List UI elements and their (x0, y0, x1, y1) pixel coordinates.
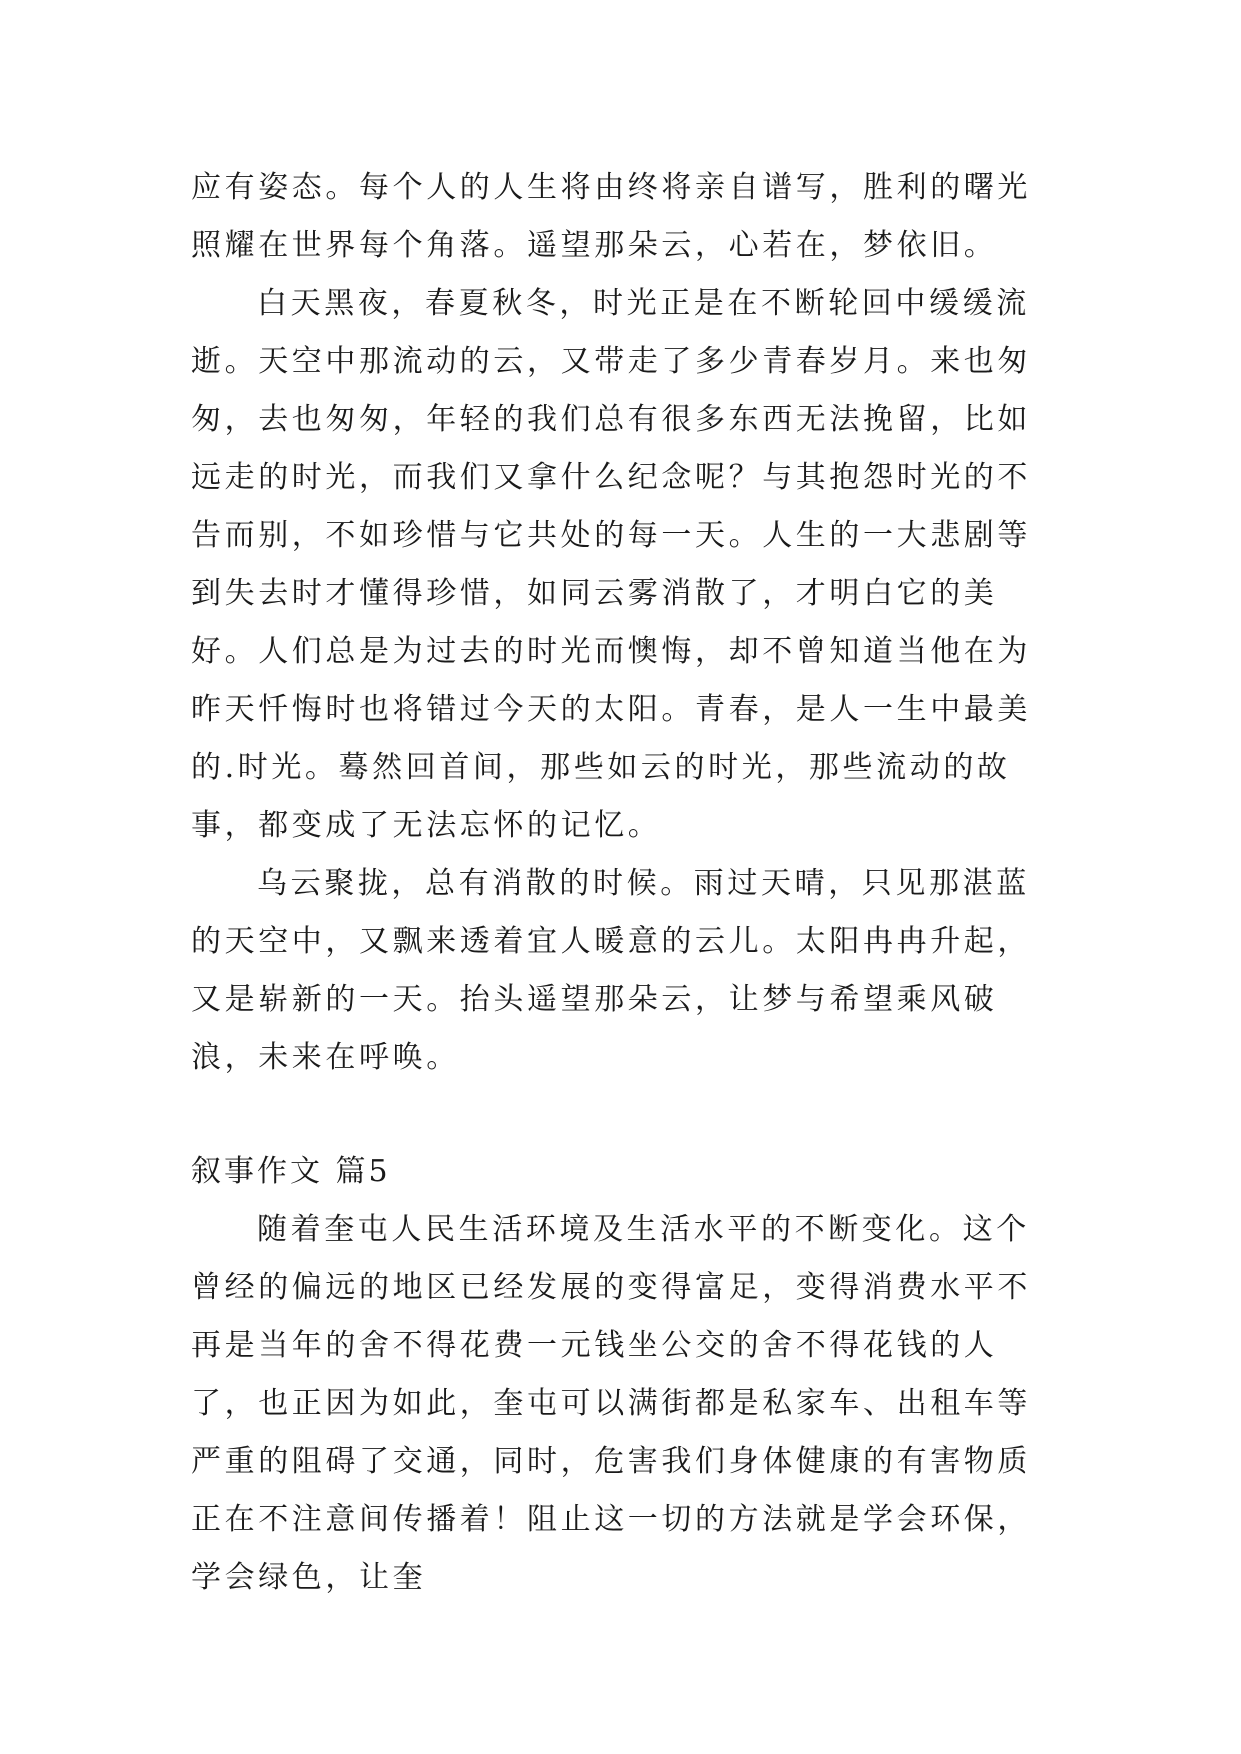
section-heading: 叙事作文 篇5 (191, 1154, 391, 1189)
text-block-top (191, 159, 1061, 1087)
paragraph-clouds-dispersing: 乌云聚拢，总有消散的时候。雨过天晴，只见那湛蓝的天空中，又飘来透着宜人暖意的云儿。太阳冉冉升起，又是崭新的一天。抬头遥望那朵云，让梦与希望乘风破浪，未来在呼唤。 (191, 866, 1031, 1075)
paragraph-time-passing: 白天黑夜，春夏秋冬，时光正是在不断轮回中缓缓流逝。天空中那流动的云，又带走了多少青春岁月。来也匆匆，去也匆匆，年轻的我们总有很多东西无法挽留，比如远走的时光，而我们又拿什么纪念呢？与其抱怨时光的不告而别，不如珍惜与它共处的每一天。人生的一大悲剧等到失去时才懂得珍惜，如同云雾消散了，才明白它的美好。人们总是为过去的时光而懊悔，却不曾知道当他在为昨天忏悔时也将错过今天的太阳。青春，是人一生中最美的.时光。蓦然回首间，那些如云的时光，那些流动的故事，都变成了无法忘怀的记忆。 (191, 286, 1031, 843)
paragraph-kuitun-environment: 随着奎屯人民生活环境及生活水平的不断变化。这个曾经的偏远的地区已经发展的变得富足，变得消费水平不再是当年的舍不得花费一元钱坐公交的舍不得花钱的人了，也正因为如此，奎屯可以满街都是私家车、出租车等严重的阻碍了交通，同时，危害我们身体健康的有害物质正在不注意间传播着！阻止这一切的方法就是学会环保，学会绿色，让奎 (191, 1212, 1031, 1595)
paragraph-continuation: 应有姿态。每个人的人生将由终将亲自谱写，胜利的曙光照耀在世界每个角落。遥望那朵云，心若在，梦依旧。 (191, 170, 1031, 263)
text-block-bottom (191, 1201, 1061, 1607)
